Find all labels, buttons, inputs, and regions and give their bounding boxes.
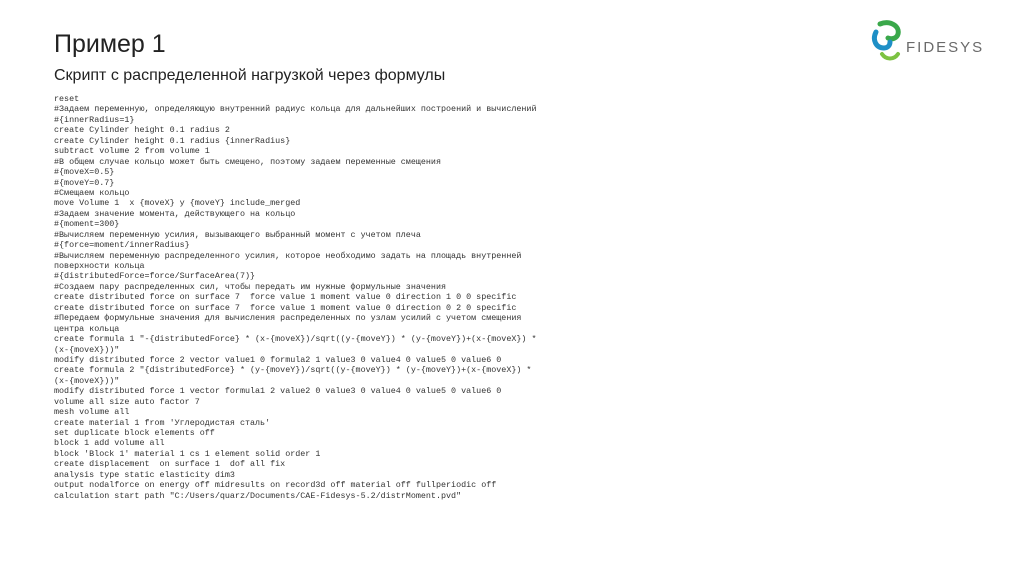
script-line: reset — [54, 94, 80, 104]
fidesys-swirl-icon — [870, 18, 906, 64]
script-code-block — [54, 94, 994, 501]
script-line: #{moment=300} — [54, 219, 120, 230]
script-line: #{innerRadius=1} — [54, 114, 135, 125]
script-line: mesh volume all — [54, 407, 130, 418]
script-line: (x-{moveX}))" — [54, 344, 120, 355]
script-line: центра кольца — [54, 323, 120, 334]
script-line: #{distributedForce=force/SurfaceArea(7)} — [54, 271, 256, 282]
script-line: #Задаем переменную, определяющую внутренний радиус кольца для дальнейших построений и вычислений — [54, 104, 537, 115]
script-line: calculation start path "C:/Users/quarz/Documents/CAE-Fidesys-5.2/distrMoment.pvd" — [54, 490, 462, 501]
script-line: move Volume 1 x {moveX} y {moveY} include_merged — [54, 198, 301, 209]
script-line: create formula 1 "-{distributedForce} * (x-{moveX})/sqrt((y-{moveY}) * (y-{moveY})+(x-{moveX}) * — [54, 334, 537, 345]
script-line: create Cylinder height 0.1 radius {innerRadius} — [54, 135, 291, 146]
script-line: (x-{moveX}))" — [54, 375, 120, 386]
script-line: поверхности кольца — [54, 261, 145, 271]
script-line: #Вычисляем переменную усилия, вызывающего выбранный момент с учетом плеча — [54, 229, 421, 240]
script-line: volume all size auto factor 7 — [54, 396, 200, 407]
script-line: set duplicate block elements off — [54, 428, 215, 438]
script-line: block 'Block 1' material 1 cs 1 element solid order 1 — [54, 448, 321, 459]
script-line: subtract volume 2 from volume 1 — [54, 146, 210, 157]
script-line: create Cylinder height 0.1 radius 2 — [54, 125, 230, 136]
page-title: Пример 1 — [54, 30, 166, 58]
page-subtitle: Скрипт с распределенной нагрузкой через формулы — [54, 67, 446, 84]
script-line: create distributed force on surface 7 force value 1 moment value 0 direction 1 0 0 specific — [54, 292, 517, 303]
script-line: modify distributed force 1 vector formula1 2 value2 0 value3 0 value4 0 value5 0 value6 0 — [54, 386, 502, 397]
script-line: #Передаем формульные значения для вычисления распределенных по узлам усилий с учетом смещения — [54, 313, 522, 324]
script-line: create displacement on surface 1 dof all fix — [54, 459, 286, 470]
script-line: analysis type static elasticity dim3 — [54, 469, 235, 480]
script-line: output nodalforce on energy off midresults on record3d off material off fullperiodic off — [54, 480, 497, 491]
script-line: #Задаем значение момента, действующего на кольцо — [54, 208, 296, 219]
script-line: create material 1 from 'Углеродистая сталь' — [54, 417, 271, 428]
script-line: #Вычисляем переменную распределенного усилия, которое необходимо задать на площадь внутренней — [54, 250, 522, 261]
logo-text: FIDESYS — [906, 39, 985, 56]
script-line: create distributed force on surface 7 force value 1 moment value 0 direction 0 2 0 specific — [54, 302, 517, 313]
script-line: #Создаем пару распределенных сил, чтобы передать им нужные формульные значения — [54, 281, 447, 292]
fidesys-logo — [870, 18, 1000, 66]
script-line: #Смещаем кольцо — [54, 187, 130, 198]
script-line: #{moveY=0.7} — [54, 177, 115, 188]
script-line: create formula 2 "{distributedForce} * (y-{moveY})/sqrt((y-{moveY}) * (y-{moveY})+(x-{moveX}) * — [54, 365, 532, 376]
script-line: #{force=moment/innerRadius} — [54, 240, 190, 251]
script-line: block 1 add volume all — [54, 438, 165, 449]
script-line: #{moveX=0.5} — [54, 167, 115, 178]
script-line: modify distributed force 2 vector value1 0 formula2 1 value3 0 value4 0 value5 0 value6 0 — [54, 354, 502, 365]
script-line: #В общем случае кольцо может быть смещено, поэтому задаем переменные смещения — [54, 156, 441, 167]
